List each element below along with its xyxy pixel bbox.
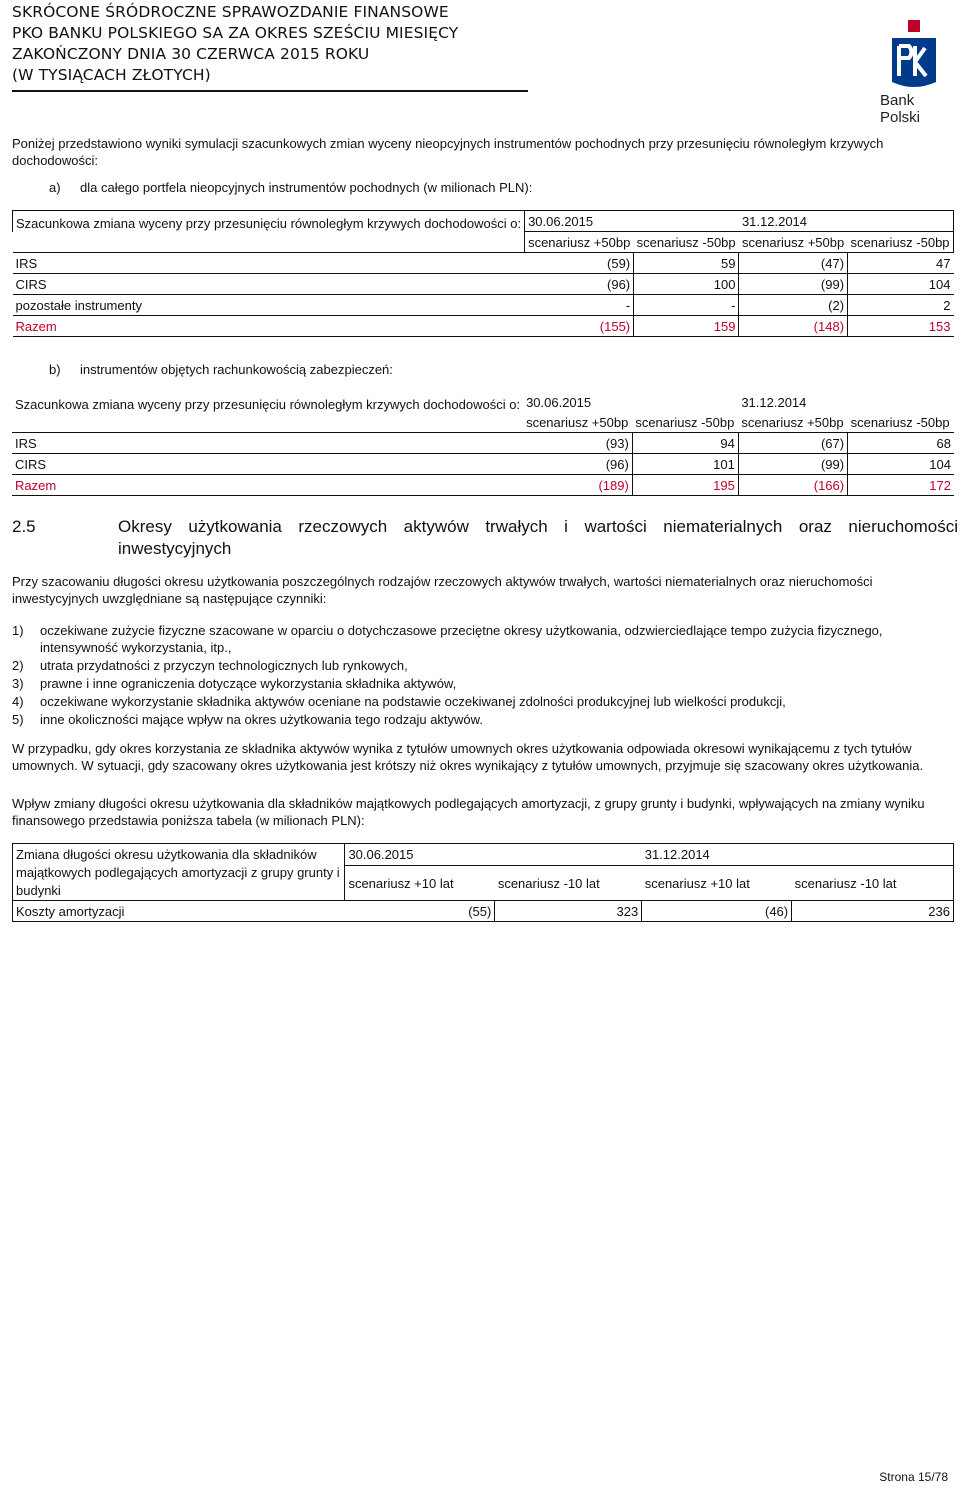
header-line-1: SKRÓCONE ŚRÓDROCZNE SPRAWOZDANIE FINANSOWE bbox=[12, 3, 449, 21]
list-item bbox=[12, 657, 947, 674]
total-row bbox=[13, 316, 954, 337]
section-heading bbox=[12, 516, 958, 560]
table-row bbox=[13, 274, 954, 295]
cell: 153 bbox=[848, 316, 954, 337]
list-text: oczekiwane wykorzystanie składnika aktywów oceniane na podstawie oczekiwanej zdolności produkcyjnej lub wielkości produkcji, bbox=[40, 694, 786, 709]
table-c-scenario-4: scenariusz -10 lat bbox=[794, 875, 897, 891]
cell: (99) bbox=[738, 454, 847, 475]
cell: 236 bbox=[792, 901, 954, 922]
cell: (47) bbox=[739, 253, 848, 274]
list-item bbox=[12, 711, 947, 728]
row-label: IRS bbox=[12, 433, 523, 454]
row-label: CIRS bbox=[13, 274, 525, 295]
cell: 101 bbox=[632, 454, 738, 475]
cell: 2 bbox=[848, 295, 954, 316]
paragraph-2: W przypadku, gdy okres korzystania ze składnika aktywów wynika z tytułów umownych okres użytkowania odpowiada okresowi wynikającemu z tych tytułów umownych. W sytuacji, gdy szacowany okres użytkowania jest krótszy niż okres wynikający z tytułów umownych, przyjmuje się szacowany okres użytkowania. bbox=[12, 741, 924, 773]
table-c-date-2: 31.12.2014 bbox=[644, 847, 710, 863]
header-line-2: PKO BANKU POLSKIEGO SA ZA OKRES SZEŚCIU MIESIĘCY bbox=[12, 24, 459, 42]
row-label: CIRS bbox=[12, 454, 523, 475]
row-label: IRS bbox=[13, 253, 525, 274]
report-header bbox=[12, 2, 528, 92]
cell: 195 bbox=[632, 475, 738, 496]
cell: 100 bbox=[634, 274, 739, 295]
cell: (55) bbox=[345, 901, 495, 922]
list-number: 3) bbox=[12, 676, 24, 691]
table-c-scenario-1: scenariusz +10 lat bbox=[348, 875, 454, 891]
table-b-scenario-1: scenariusz +50bp bbox=[526, 414, 629, 430]
table-b-scenario-2: scenariusz -50bp bbox=[635, 414, 735, 430]
table-c-label: Zmiana długości okresu użytkowania dla składników majątkowych podlegających amortyzacji z grupy grunty i budynki bbox=[13, 844, 345, 901]
cell: (148) bbox=[739, 316, 848, 337]
cell: - bbox=[525, 295, 634, 316]
item-a-number: a) bbox=[49, 180, 61, 195]
table-row bbox=[13, 901, 954, 922]
list-number: 5) bbox=[12, 712, 24, 727]
row-label: pozostałe instrumenty bbox=[13, 295, 525, 316]
table-c-date-1: 30.06.2015 bbox=[348, 847, 414, 863]
cell: (2) bbox=[739, 295, 848, 316]
page-number: Strona 15/78 bbox=[879, 1470, 948, 1484]
cell: (96) bbox=[525, 274, 634, 295]
table-a-label: Szacunkowa zmiana wyceny przy przesunięciu równoległym krzywych dochodowości o: bbox=[13, 211, 525, 253]
total-label: Razem bbox=[13, 316, 525, 337]
table-a bbox=[12, 210, 954, 337]
cell: (59) bbox=[525, 253, 634, 274]
item-a-text: dla całego portfela nieopcyjnych instrumentów pochodnych (w milionach PLN): bbox=[80, 180, 533, 195]
cell: (155) bbox=[525, 316, 634, 337]
table-a-scenario-2: scenariusz -50bp bbox=[636, 234, 736, 250]
list-text: prawne i inne ograniczenia dotyczące wykorzystania składnika aktywów, bbox=[40, 676, 457, 691]
table-c-scenario-3: scenariusz +10 lat bbox=[644, 875, 750, 891]
table-a-date-1: 30.06.2015 bbox=[528, 213, 594, 229]
item-b-number: b) bbox=[49, 362, 61, 377]
list-item bbox=[12, 622, 947, 656]
header-line-4: (W TYSIĄCACH ZŁOTYCH) bbox=[12, 66, 211, 84]
pko-logo-icon bbox=[890, 20, 938, 90]
total-row bbox=[12, 475, 954, 496]
table-a-scenario-3: scenariusz +50bp bbox=[741, 234, 845, 250]
paragraph-3: Wpływ zmiany długości okresu użytkowania dla składników majątkowych podlegających amortyzacji, z grupy grunty i budynki, wpływających na zmiany wyniku finansowego przedstawia poniższa tabela (w milionach PLN): bbox=[12, 796, 925, 828]
section-title: Okresy użytkowania rzeczowych aktywów trwałych i wartości niematerialnych oraz nieruchomości inwestycyjnych bbox=[118, 517, 958, 558]
list-item bbox=[12, 693, 947, 710]
cell: 104 bbox=[848, 274, 954, 295]
table-row bbox=[12, 454, 954, 475]
cell: (96) bbox=[523, 454, 632, 475]
table-row bbox=[13, 295, 954, 316]
bank-logo bbox=[880, 20, 958, 126]
table-a-date-2: 31.12.2014 bbox=[741, 213, 808, 229]
list-text: utrata przydatności z przyczyn technologicznych lub rynkowych, bbox=[40, 658, 408, 673]
table-a-scenario-4: scenariusz -50bp bbox=[848, 232, 954, 253]
intro-paragraph: Poniżej przedstawiono wyniki symulacji szacunkowych zmian wyceny nieopcyjnych instrumentów pochodnych przy przesunięciu równoległym krzywych dochodowości: bbox=[12, 136, 884, 168]
cell: 323 bbox=[495, 901, 642, 922]
section-number: 2.5 bbox=[12, 517, 36, 536]
list-text: oczekiwane zużycie fizyczne szacowane w oparciu o dotychczasowe przeciętne okresy użytkowania, odzwierciedlające tempo zużycia fizycznego, intensywność wykorzystania, itp., bbox=[40, 623, 883, 655]
list-number: 4) bbox=[12, 694, 24, 709]
table-row bbox=[13, 253, 954, 274]
cell: - bbox=[634, 295, 739, 316]
cell: 104 bbox=[848, 454, 954, 475]
table-b-scenario-3: scenariusz +50bp bbox=[741, 414, 844, 430]
cell: 172 bbox=[848, 475, 954, 496]
cell: (189) bbox=[523, 475, 632, 496]
table-b-label: Szacunkowa zmiana wyceny przy przesunięciu równoległym krzywych dochodowości o: bbox=[15, 397, 521, 412]
cell: (67) bbox=[738, 433, 847, 454]
paragraph-1: Przy szacowaniu długości okresu użytkowania poszczególnych rodzajów rzeczowych aktywów trwałych, wartości niematerialnych oraz nieruchomości inwestycyjnych uwzględniane są następujące czynniki: bbox=[12, 574, 873, 606]
brand-name: Bank Polski bbox=[880, 92, 921, 126]
list-item bbox=[12, 675, 947, 692]
table-b-date-2: 31.12.2014 bbox=[741, 394, 807, 410]
list-number: 2) bbox=[12, 658, 24, 673]
cell: (93) bbox=[523, 433, 632, 454]
table-b-scenario-4: scenariusz -50bp bbox=[850, 414, 950, 430]
table-c-scenario-2: scenariusz -10 lat bbox=[497, 875, 600, 891]
list-text: inne okoliczności mające wpływ na okres użytkowania tego rodzaju aktywów. bbox=[40, 712, 483, 727]
row-label: Koszty amortyzacji bbox=[13, 901, 345, 922]
cell: (46) bbox=[642, 901, 792, 922]
total-label: Razem bbox=[12, 475, 523, 496]
table-a-scenario-1: scenariusz +50bp bbox=[528, 234, 631, 250]
header-line-3: ZAKOŃCZONY DNIA 30 CZERWCA 2015 ROKU bbox=[12, 45, 370, 63]
item-b-text: instrumentów objętych rachunkowością zabezpieczeń: bbox=[80, 362, 393, 377]
cell: (166) bbox=[738, 475, 847, 496]
table-row bbox=[12, 433, 954, 454]
list-number: 1) bbox=[12, 623, 24, 638]
table-b-date-1: 30.06.2015 bbox=[526, 394, 592, 410]
cell: 159 bbox=[634, 316, 739, 337]
cell: 47 bbox=[848, 253, 954, 274]
cell: 59 bbox=[634, 253, 739, 274]
cell: (99) bbox=[739, 274, 848, 295]
table-b bbox=[12, 392, 954, 496]
table-c bbox=[12, 843, 954, 922]
cell: 68 bbox=[848, 433, 954, 454]
cell: 94 bbox=[632, 433, 738, 454]
